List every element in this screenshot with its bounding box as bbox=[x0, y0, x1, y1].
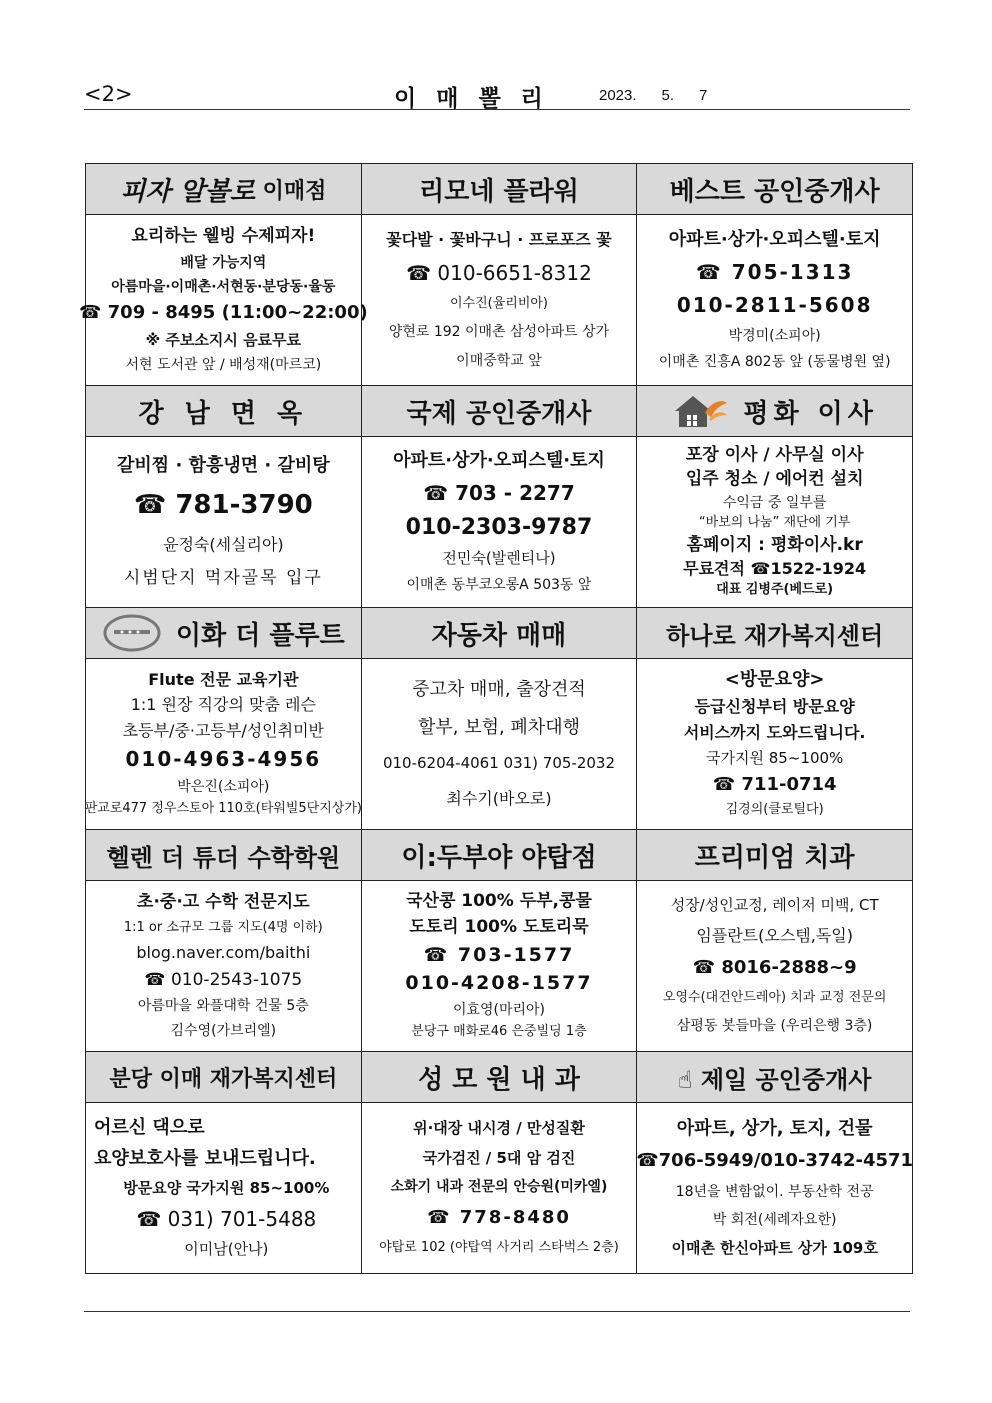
ad-title: 이:두부야 야탑점 bbox=[362, 830, 637, 881]
ad-line: 이매중학교 앞 bbox=[456, 352, 542, 369]
ad-line: 이효영(마리아) bbox=[452, 1002, 546, 1019]
ad-line: 어르신 댁으로 bbox=[94, 1116, 205, 1138]
ad-line: 요양보호사를 보내드립니다. bbox=[94, 1147, 316, 1169]
ad-line: 시범단지 먹자골목 입구 bbox=[123, 567, 323, 588]
ad-title: 평화 이사 bbox=[637, 386, 912, 437]
ad-line: 박 회전(세례자요한) bbox=[712, 1211, 837, 1228]
phone-number: ☎706-5949/010-3742-4571 bbox=[636, 1150, 914, 1172]
ad-line: 전민숙(발렌티나) bbox=[442, 548, 556, 567]
ad-line: 위·대장 내시경 / 만성질환 bbox=[413, 1118, 585, 1137]
ad-line: 아파트·상가·오피스텔·토지 bbox=[668, 228, 881, 250]
ad-line: 아파트·상가·오피스텔·토지 bbox=[393, 449, 605, 471]
ad-line: 배달 가능지역 bbox=[180, 254, 267, 271]
ad-line: 아파트, 상가, 토지, 건물 bbox=[676, 1117, 873, 1139]
ad-line: <방문요양> bbox=[724, 669, 825, 691]
ad-line: 서비스까지 도와드립니다. bbox=[683, 723, 866, 743]
ad-line: 분당구 매화로46 은중빌딩 1층 bbox=[411, 1024, 587, 1040]
ad-line: 1:1 원장 직강의 맞춤 레슨 bbox=[130, 695, 316, 715]
ad-gangnam-myeonok bbox=[86, 386, 362, 608]
phone-number: 010-6204-4061 031) 705-2032 bbox=[382, 754, 615, 773]
ad-line: 소화기 내과 전문의 안승원(미카엘) bbox=[390, 1179, 608, 1196]
ad-line: 국가지원 85~100% bbox=[706, 748, 844, 767]
ad-title: 이화 더 플루트 bbox=[86, 608, 361, 659]
ad-line: 김경의(클로틸다) bbox=[725, 801, 824, 817]
ad-title: 프리미엄 치과 bbox=[637, 830, 912, 881]
ad-line: 이매촌 진흥A 802동 앞 (동물병원 옆) bbox=[658, 354, 891, 371]
ad-line: 초등부/중·고등부/성인취미반 bbox=[122, 721, 324, 741]
ad-line: 이미남(안나) bbox=[184, 1240, 269, 1259]
ad-line: 야탑로 102 (야탑역 사거리 스타벅스 2층) bbox=[379, 1240, 619, 1256]
ad-bundang-imae-welfare bbox=[86, 1052, 362, 1274]
page-header bbox=[84, 80, 910, 110]
ad-line: 대표 김병주(베드로) bbox=[716, 582, 834, 598]
ad-line: 윤정숙(세실리아) bbox=[162, 534, 284, 554]
ad-line: ※ 주보소지시 음료무료 bbox=[145, 330, 302, 349]
ad-pyeonghwa-moving bbox=[637, 386, 913, 608]
ad-title: 헬렌 더 튜더 수학학원 bbox=[86, 830, 361, 881]
ad-line: 등급신청부터 방문요양 bbox=[694, 697, 855, 717]
ad-grid bbox=[78, 163, 914, 1274]
ad-line: 이매촌 동부코오롱A 503동 앞 bbox=[406, 576, 592, 593]
ad-line: 요리하는 웰빙 수제피자! bbox=[131, 226, 316, 247]
phone-number: ☎ 703-1577 bbox=[423, 943, 575, 966]
phone-number: 010-4963-4956 bbox=[125, 747, 322, 772]
ad-line: 박경미(소피아) bbox=[728, 327, 821, 344]
ad-line: 수익금 중 일부를 bbox=[722, 494, 827, 511]
phone-number: ☎ 703 - 2277 bbox=[423, 480, 575, 505]
ad-line: 홈페이지 : 평화이사.kr bbox=[686, 534, 863, 555]
ad-line: 이수진(율리비아) bbox=[449, 296, 549, 312]
ad-title: 국제 공인중개사 bbox=[362, 386, 637, 437]
ad-line: 오영수(대건안드레아) 치과 교정 전문의 bbox=[662, 990, 887, 1006]
ad-line: 아름마을 와플대학 건물 5층 bbox=[137, 998, 309, 1015]
ad-title: ☝ 제일 공인중개사 bbox=[637, 1052, 912, 1103]
ad-line: 방문요양 국가지원 85~100% bbox=[123, 1178, 330, 1197]
bulletin-date: 2023. 5. 7 bbox=[599, 87, 708, 104]
ad-title: 베스트 공인중개사 bbox=[637, 164, 912, 215]
ad-line: 임플란트(오스템,독일) bbox=[696, 926, 853, 946]
house-logo-icon bbox=[671, 391, 729, 431]
ad-title: 리모네 플라워 bbox=[362, 164, 637, 215]
ad-line: 꽃다발 · 꽃바구니 · 프로포즈 꽃 bbox=[386, 230, 612, 250]
ad-line: 서현 도서관 앞 / 배성재(마르코) bbox=[125, 356, 322, 373]
ad-line: “바보의 나눔” 재단에 기부 bbox=[698, 514, 851, 530]
ad-line: 박은진(소피아) bbox=[177, 778, 270, 795]
phone-number: ☎ 010-2543-1075 bbox=[144, 969, 303, 990]
phone-number: ☎ 709 - 8495 (11:00~22:00) bbox=[78, 301, 368, 323]
ad-best-realtor bbox=[637, 164, 913, 386]
ad-line: 초·중·고 수학 전문지도 bbox=[137, 892, 310, 913]
ad-line: 도토리 100% 도토리묵 bbox=[409, 917, 589, 938]
ad-title: 피자 알볼로 이매점 bbox=[86, 164, 361, 215]
ad-line: 국가검진 / 5대 암 검진 bbox=[422, 1148, 576, 1167]
ad-gukje-realtor bbox=[361, 386, 637, 608]
ad-line: 중고차 매매, 출장견적 bbox=[412, 678, 586, 700]
ad-line: 이매촌 한신아파트 상가 109호 bbox=[671, 1238, 878, 1257]
ad-premium-dental bbox=[637, 830, 913, 1052]
ad-helen-math bbox=[86, 830, 362, 1052]
flute-logo-icon bbox=[102, 613, 162, 653]
phone-number: ☎ 031) 701-5488 bbox=[136, 1206, 317, 1231]
ad-line: 삼평동 봇들마을 (우리은행 3층) bbox=[676, 1018, 873, 1035]
ad-line: 18년을 변함없이. 부동산학 전공 bbox=[675, 1183, 874, 1200]
ad-line: 포장 이사 / 사무실 이사 bbox=[685, 444, 864, 465]
ad-ewha-flute bbox=[86, 608, 362, 830]
header-divider bbox=[84, 109, 910, 110]
ad-line: 할부, 보험, 폐차대행 bbox=[417, 716, 580, 738]
ad-line: blog.naver.com/baithi bbox=[136, 943, 311, 963]
ad-car-trading bbox=[361, 608, 637, 830]
ad-title: 성 모 원 내 과 bbox=[362, 1052, 637, 1103]
ad-line: 국산콩 100% 두부,콩물 bbox=[406, 890, 592, 911]
ad-i-dubuya bbox=[361, 830, 637, 1052]
ad-title: 자동차 매매 bbox=[362, 608, 637, 659]
phone-number: ☎ 778-8480 bbox=[427, 1207, 571, 1229]
footer-divider bbox=[84, 1311, 910, 1312]
phone-number: ☎ 711-0714 bbox=[712, 773, 837, 795]
ad-line: 양현로 192 이매촌 삼성아파트 상가 bbox=[388, 324, 610, 341]
ad-title: 하나로 재가복지센터 bbox=[637, 608, 912, 659]
ad-pizza-alvolo bbox=[78, 164, 368, 386]
bulletin-title: 이 매 뽈 리 bbox=[394, 86, 549, 112]
ad-line: 성장/성인교정, 레이저 미백, CT bbox=[670, 896, 879, 915]
phone-number: 무료견적 ☎1522-1924 bbox=[683, 558, 867, 578]
ad-line: 입주 청소 / 에어컨 설치 bbox=[685, 469, 864, 490]
ad-line: 1:1 or 소규모 그룹 지도(4명 이하) bbox=[123, 919, 323, 935]
phone-number: 010-2303-9787 bbox=[405, 514, 593, 540]
ad-limone-flower bbox=[361, 164, 637, 386]
ad-line: 최수기(바오로) bbox=[446, 788, 552, 808]
page-number: <2> bbox=[84, 82, 133, 106]
ad-jeil-realtor bbox=[637, 1052, 913, 1274]
ad-seongmo-clinic bbox=[361, 1052, 637, 1274]
phone-number: ☎ 010-6651-8312 bbox=[406, 260, 592, 285]
ad-title: 분당 이매 재가복지센터 bbox=[86, 1052, 361, 1103]
ad-hanaro-welfare bbox=[637, 608, 913, 830]
ad-line: Flute 전문 교육기관 bbox=[148, 669, 299, 689]
ad-line: 갈비찜 · 함흥냉면 · 갈비탕 bbox=[117, 454, 330, 476]
phone-number: 010-4208-1577 bbox=[405, 972, 593, 995]
ad-line: 아름마을·이매촌·서현동·분당동·율동 bbox=[111, 278, 336, 295]
ad-title: 강 남 면 옥 bbox=[86, 386, 361, 437]
phone-number: ☎ 8016-2888~9 bbox=[692, 956, 857, 978]
phone-number: ☎ 781-3790 bbox=[133, 490, 313, 521]
phone-number: ☎ 705-1313 bbox=[695, 259, 854, 284]
ad-line: 김수영(가브리엘) bbox=[170, 1022, 277, 1039]
ad-line: 판교로477 정우스토아 110호(타워빌5단지상가) bbox=[84, 801, 362, 817]
phone-number: 010-2811-5608 bbox=[676, 293, 873, 318]
